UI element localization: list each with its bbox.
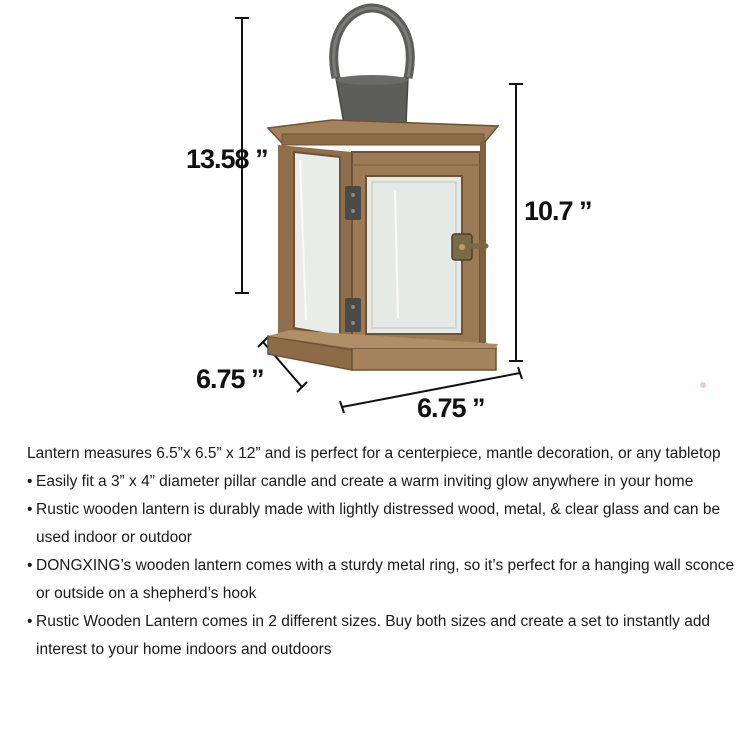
feature-bullet-text: Rustic wooden lantern is durably made with lightly distressed wood, metal, & clear glass and can be used indoor or outdoor <box>36 501 721 546</box>
handle-ring-icon <box>334 8 410 78</box>
feature-bullet-text: DONGXING’s wooden lantern comes with a sturdy metal ring, so it’s perfect for a hanging wall sconce or outside on a shepherd’s hook <box>36 557 735 602</box>
dimension-depth: 6.75 ” <box>196 364 264 394</box>
bullet-icon: • <box>27 613 33 630</box>
corner-post <box>480 142 486 356</box>
decorative-dot <box>700 382 706 388</box>
feature-bullet-text: Easily fit a 3” x 4” diameter pillar candle and create a warm inviting glow anywhere in your home <box>36 473 694 490</box>
feature-bullet-text: Rustic Wooden Lantern comes in 2 different sizes. Buy both sizes and create a set to instantly add interest to your home indoors and outdoors <box>36 613 711 658</box>
product-description <box>27 440 749 664</box>
bullet-icon: • <box>27 501 33 518</box>
feature-bullet <box>27 468 749 496</box>
lantern-side-panel <box>278 145 352 352</box>
dimension-width: 6.75 ” <box>417 393 485 423</box>
description-intro: Lantern measures 6.5”x 6.5” x 12” and is perfect for a centerpiece, mantle decoration, or any tabletop <box>27 445 721 462</box>
dimension-height-total: 13.58 ” <box>186 144 268 174</box>
feature-bullet <box>27 552 749 608</box>
bullet-icon: • <box>27 473 33 490</box>
feature-bullet <box>27 496 749 552</box>
feature-bullet <box>27 608 749 664</box>
lantern-top-board <box>268 120 498 145</box>
bullet-icon: • <box>27 557 33 574</box>
dimension-height-body: 10.7 ” <box>524 196 592 226</box>
